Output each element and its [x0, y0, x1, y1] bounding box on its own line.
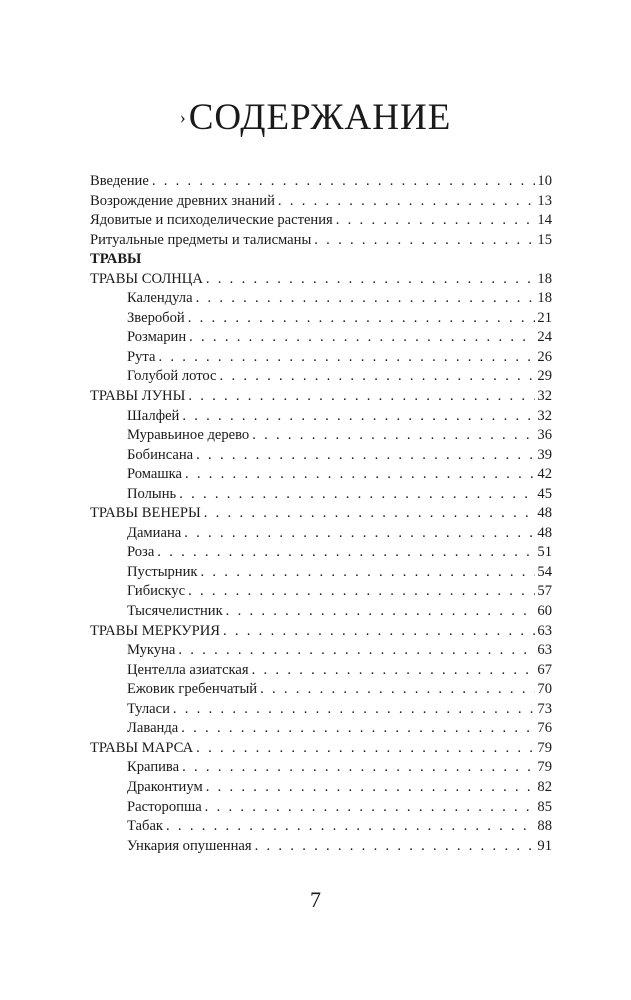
toc-entry-label: Возрождение древних знаний [90, 192, 275, 209]
toc-entry [90, 837, 552, 857]
toc-entry-page: 32 [537, 407, 552, 424]
toc-entry-page: 67 [537, 661, 552, 678]
toc-entry-label: ТРАВЫ ВЕНЕРЫ [90, 505, 201, 522]
toc-entry-page: 48 [537, 524, 552, 541]
toc-entry [90, 817, 552, 837]
toc-leader-dots [260, 680, 535, 700]
toc-entry [90, 582, 552, 602]
toc-leader-dots [252, 426, 535, 446]
page-number: 7 [310, 887, 321, 912]
toc-entry-label: ТРАВЫ [90, 251, 142, 268]
toc-entry-label: Ритуальные предметы и талисманы [90, 231, 312, 248]
toc-entry-label: ТРАВЫ МАРСА [90, 739, 194, 756]
toc-leader-dots [157, 543, 535, 563]
toc-entry-label: Ромашка [127, 466, 182, 483]
toc-section-heading [90, 250, 552, 270]
toc-leader-dots [255, 837, 536, 857]
toc-entry-label: ТРАВЫ МЕРКУРИЯ [90, 622, 220, 639]
toc-leader-dots [196, 446, 535, 466]
toc-entry [90, 602, 552, 622]
toc-entry-label: Ункария опушенная [127, 837, 252, 854]
toc-entry [90, 524, 552, 544]
toc-entry [90, 192, 552, 212]
toc-leader-dots [188, 582, 535, 602]
toc-leader-dots [206, 270, 536, 290]
toc-leader-dots [173, 700, 536, 720]
toc-entry-label: Зверобой [127, 309, 185, 326]
toc-leader-dots [314, 231, 535, 251]
toc-entry-page: 79 [537, 739, 552, 756]
toc-entry-page: 26 [537, 348, 552, 365]
toc-leader-dots [252, 661, 536, 681]
toc-leader-dots [201, 563, 536, 583]
toc-entry-label: Ежовик гребенчатый [127, 681, 258, 698]
toc-leader-dots [178, 641, 535, 661]
toc-leader-dots [166, 817, 535, 837]
toc-entry-label: Голубой лотос [127, 368, 217, 385]
toc-entry [90, 387, 552, 407]
toc-entry-page: 76 [537, 720, 552, 737]
toc-entry-label: ТРАВЫ СОЛНЦА [90, 270, 203, 287]
toc-leader-dots [204, 504, 536, 524]
toc-entry-page: 10 [537, 173, 552, 189]
toc-entry-label: Пустырник [127, 563, 198, 580]
toc-leader-dots [205, 798, 536, 818]
toc-entry-label: Полынь [127, 485, 177, 502]
toc-entry [90, 465, 552, 485]
toc-entry-label: Лаванда [127, 720, 179, 737]
toc-leader-dots [206, 778, 536, 798]
toc-entry-page: 24 [537, 329, 552, 346]
toc-entry [90, 289, 552, 309]
toc-entry [90, 328, 552, 348]
toc-entry-label: Рута [127, 348, 156, 365]
toc-entry [90, 485, 552, 505]
toc-entry [90, 407, 552, 427]
toc-entry-label: Крапива [127, 759, 180, 776]
toc-leader-dots [152, 172, 536, 192]
toc-entry-page: 21 [537, 309, 552, 326]
toc-entry-page: 57 [537, 583, 552, 600]
toc-entry-label: ТРАВЫ ЛУНЫ [90, 388, 186, 405]
toc-entry-page: 63 [537, 622, 552, 639]
toc-entry [90, 739, 552, 759]
toc-entry [90, 622, 552, 642]
toc-entry-page: 14 [537, 212, 552, 229]
toc-leader-dots [184, 524, 535, 544]
toc-entry [90, 348, 552, 368]
toc-leader-dots [196, 289, 536, 309]
toc-entry [90, 211, 552, 231]
toc-entry-page: 91 [537, 837, 552, 854]
toc-entry-label: Мукуна [127, 642, 176, 659]
toc-leader-dots [182, 758, 535, 778]
toc-entry-label: Гибискус [127, 583, 186, 600]
toc-entry-page: 60 [537, 603, 552, 620]
toc-entry [90, 367, 552, 387]
toc-leader-dots [185, 465, 535, 485]
toc-entry [90, 231, 552, 251]
toc-entry-page: 51 [537, 544, 552, 561]
toc-entry [90, 543, 552, 563]
toc-leader-dots [189, 328, 535, 348]
toc-entry-page: 54 [537, 563, 552, 580]
toc-entry-label: Табак [127, 818, 164, 835]
toc-leader-dots [188, 309, 536, 329]
toc-entry-label: Роза [127, 544, 155, 561]
toc-entry-page: 18 [537, 270, 552, 287]
toc-entry-page: 63 [537, 642, 552, 659]
toc-entry-label: Туласи [127, 700, 170, 717]
toc-entry-page: 29 [537, 368, 552, 385]
toc-entry [90, 563, 552, 583]
toc-entry-label: Тысячелистник [127, 603, 223, 620]
toc-entry-label: Дамиана [127, 524, 182, 541]
toc-leader-dots [158, 348, 535, 368]
toc-entry-label: Центелла азиатская [127, 661, 249, 678]
toc-entry-label: Муравьиное дерево [127, 427, 250, 444]
toc-entry [90, 719, 552, 739]
toc-entry-page: 48 [537, 505, 552, 522]
toc-entry-label: Календула [127, 290, 193, 307]
toc-entry [90, 798, 552, 818]
toc-entry-label: Расторопша [127, 798, 202, 815]
toc-entry [90, 680, 552, 700]
toc-entry-label: Драконтиум [127, 778, 203, 795]
toc-entry-page: 32 [537, 388, 552, 405]
toc-entry-page: 85 [537, 798, 552, 815]
toc-entry [90, 309, 552, 329]
toc-leader-dots [278, 192, 536, 212]
toc-entry-page: 70 [537, 681, 552, 698]
toc-entry-page: 45 [537, 485, 552, 502]
toc-entry-page: 82 [537, 778, 552, 795]
page-title [0, 96, 631, 139]
toc-entry-page: 73 [537, 700, 552, 717]
toc-entry-label: Ядовитые и психоделические растения [90, 212, 333, 229]
toc-entry [90, 758, 552, 778]
title-ornament: › [179, 107, 187, 127]
toc-entry-label: Шалфей [127, 407, 180, 424]
toc-entry [90, 641, 552, 661]
toc-entry-label: Розмарин [127, 329, 187, 346]
toc-entry-page: 18 [537, 290, 552, 307]
toc-entry [90, 778, 552, 798]
toc-entry [90, 446, 552, 466]
toc-leader-dots [181, 719, 535, 739]
toc-entry [90, 700, 552, 720]
toc-leader-dots [336, 211, 536, 231]
toc-entry-page: 36 [537, 427, 552, 444]
toc-entry-label: Бобинсана [127, 446, 194, 463]
toc-entry [90, 504, 552, 524]
page-title-text: СОДЕРЖАНИЕ [188, 97, 452, 138]
toc-leader-dots [223, 622, 535, 642]
toc-entry-page: 42 [537, 466, 552, 483]
toc-leader-dots [196, 739, 535, 759]
toc-entry [90, 270, 552, 290]
toc-entry-label: Введение [90, 173, 149, 189]
toc-leader-dots [220, 367, 536, 387]
table-of-contents [90, 172, 552, 856]
toc-leader-dots [179, 485, 535, 505]
toc-entry [90, 172, 552, 192]
toc-leader-dots [188, 387, 535, 407]
toc-entry-page: 15 [537, 231, 552, 248]
toc-leader-dots [226, 602, 536, 622]
toc-entry [90, 426, 552, 446]
toc-entry-page: 39 [537, 446, 552, 463]
toc-entry [90, 661, 552, 681]
toc-leader-dots [182, 407, 535, 427]
toc-entry-page: 88 [537, 818, 552, 835]
toc-entry-page: 79 [537, 759, 552, 776]
toc-entry-page: 13 [537, 192, 552, 209]
